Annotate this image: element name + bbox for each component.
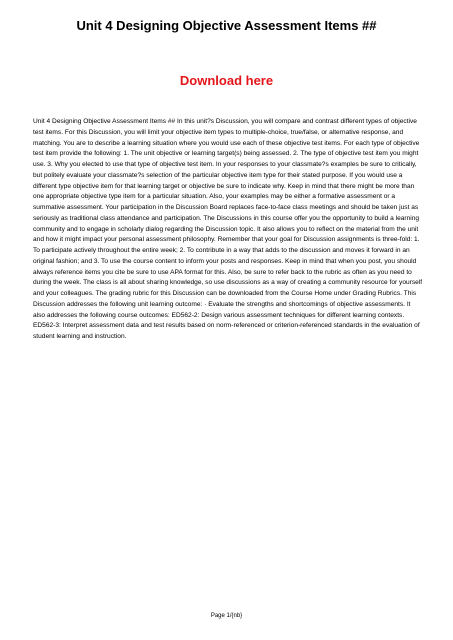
page-number-footer: Page 1/{nb} <box>210 613 243 619</box>
download-link[interactable]: Download here <box>179 73 274 88</box>
document-body-text: Unit 4 Designing Objective Assessment Items ## In this unit?s Discussion, you will compare and contrast different types of objective test items. For this Discussion, you will limit your objective item types to multiple-choice, true/false, or alternative response, and matching. You are to describe a learning situation where you would use each of these objective test items. For each type of objective test item provide the following: 1. The unit objective or learning target(s) being assessed. 2. The type of objective test item you might use. 3. Why you elected to use that type of objective test item. In your responses to your classmate?s examples be sure to critically, but politely evaluate your classmate?s selection of the particular objective item type for their stated purpose. If you would use a different type objective item for that learning target or objective be sure to indicate why. Keep in mind that there might be more than one appropriate objective type item for a particular situation. Also, your examples may be either a formative assessment or a summative assessment. Your participation in the Discussion Board replaces face-to-face class meetings and should be taken just as seriously as traditional class attendance and participation. The Discussions in this course offer you the opportunity to build a learning community and to engage in scholarly dialog regarding the Discussion topic. It also allows you to reflect on the material from the unit and how it might impact your personal assessment philosophy. Remember that your goal for Discussion assignments is three-fold: 1. To participate actively throughout the entire week; 2. To contribute in a way that adds to the discussion and moves it forward in an original fashion; and 3. To use the course content to inform your posts and responses. Keep in mind that when you post, you should always reference items you cite be sure to use APA format for this. Also, be sure to refer back to the rubric as often as you need to during the week. The class is all about sharing knowledge, so use discussions as a way of creating a community resource for yourself and your colleagues. The grading rubric for this Discussion can be downloaded from the Course Home under Grading Rubrics. This Discussion addresses the following unit learning outcome: · Evaluate the strengths and shortcomings of objective assessments. It also addresses the following course outcomes: ED562-2: Design various assessment techniques for different learning contexts. ED562-3: Interpret assessment data and test results based on norm-referenced or criterion-referenced standards in the evaluation of student learning and instruction. <box>33 118 423 340</box>
document-title: Unit 4 Designing Objective Assessment Items ## <box>76 18 377 33</box>
